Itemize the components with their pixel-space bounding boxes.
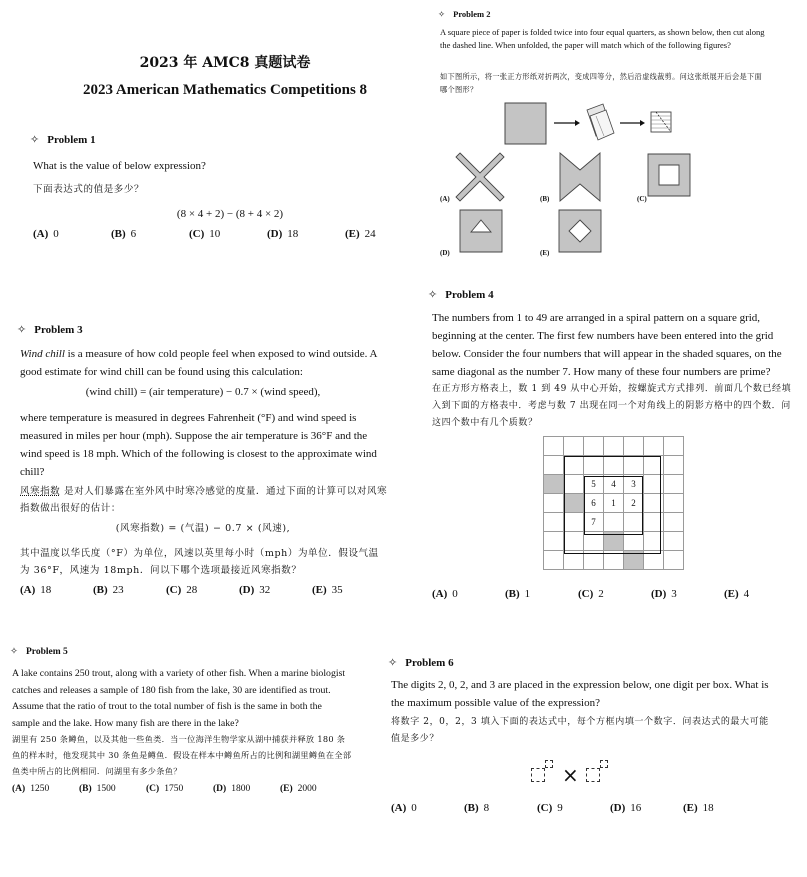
choice-b[interactable]: (B) 1500 [79, 784, 116, 794]
problem-3-text-cn-2: 其中温度以华氏度（°F）为单位，风速以英里每小时（mph）为单位．假设气温为 36°F，风速为 18mph．问以下哪个选项最接近风寒指数？ [20, 548, 379, 576]
problem-2-title: ✧ Problem 2 [438, 9, 491, 20]
choice-d[interactable]: (D) 32 [239, 584, 271, 596]
page-title-en: 2023 American Mathematics Competitions 8 [82, 82, 368, 98]
problem-4-choices [432, 588, 749, 600]
paper-square [505, 103, 546, 144]
diamond-icon: ✧ [10, 646, 18, 657]
problem-6-expression [531, 760, 621, 790]
problem-6-choices [391, 802, 714, 814]
problem-2-figure [430, 98, 700, 263]
option-e-shape [559, 210, 601, 252]
choice-b[interactable]: (B) 1 [505, 588, 531, 600]
grid-cell: 1 [604, 494, 624, 513]
shaded-cell [624, 551, 644, 570]
problem-3-formula: (wind chill) = (air temperature) − 0.7 × (wind speed), [85, 386, 321, 398]
choice-c[interactable]: (C) 1750 [146, 784, 184, 794]
exponent-box[interactable] [545, 760, 553, 768]
problem-3-text-2: where temperature is measured in degrees Fahrenheit (°F) and wind speed is measured in miles per hour (mph). Suppose the air temperature is 36°F and the wind speed is 18 mph. Which of the following is closest to the approximate wind chill? [20, 412, 377, 478]
option-c-shape [648, 154, 690, 196]
problem-5-text: A lake contains 250 trout, along with a variety of other fish. When a marine biologist catches and releases a sample of 180 fish from the lake, 30 are identified as trout. Assume that the ratio of trout to the total number of fish is the same in both the sample and the lake. How many fish are there in the lake? [12, 668, 346, 729]
problem-1-text-cn: 下面表达式的值是多少？ [33, 184, 145, 195]
problem-4-text-cn: 在正方形方格表上，数 1 到 49 从中心开始，按螺旋式方式排列．前面几个数已经填入到下面的方格表中．考虑与数 7 出现在同一个对角线上的阴影方格中的四个数．问这四个数中有几个质数？ [432, 384, 792, 428]
choice-e[interactable]: (E) 4 [724, 588, 750, 600]
problem-3-choices [20, 584, 343, 596]
shaded-cell [544, 475, 564, 494]
problem-2-text: A square piece of paper is folded twice into four equal quarters, as shown below, then cut along the dashed line. When unfolded, the paper will match which of the following figures? [440, 27, 765, 50]
times-sign: × [562, 763, 579, 787]
digit-box[interactable] [531, 768, 545, 782]
option-d-shape [460, 210, 502, 252]
problem-5-title: ✧ Problem 5 [10, 646, 68, 657]
problem-4-title: ✧ Problem 4 [428, 288, 494, 301]
option-c-label[interactable]: (C) [637, 195, 647, 203]
spiral-grid [543, 436, 684, 570]
folded-quarter-icon [651, 112, 671, 132]
problem-6-title: ✧ Problem 6 [388, 656, 454, 669]
diamond-icon: ✧ [428, 288, 438, 301]
option-b-shape [560, 153, 600, 201]
choice-b[interactable]: (B) 6 [111, 228, 137, 240]
problem-1-formula: (8 × 4 + 2) − (8 + 4 × 2) [176, 208, 284, 220]
shaded-cell [604, 532, 624, 551]
exponent-box[interactable] [600, 760, 608, 768]
choice-d[interactable]: (D) 16 [610, 802, 642, 814]
grid-cell: 7 [584, 513, 604, 532]
choice-a[interactable]: (A) 0 [33, 228, 59, 240]
choice-a[interactable]: (A) 18 [20, 584, 52, 596]
option-a-label[interactable]: (A) [440, 195, 450, 203]
diamond-icon: ✧ [30, 133, 40, 146]
grid-cell: 2 [624, 494, 644, 513]
choice-a[interactable]: (A) 0 [391, 802, 417, 814]
grid-cell: 3 [624, 475, 644, 494]
choice-d[interactable]: (D) 18 [267, 228, 299, 240]
choice-d[interactable]: (D) 1800 [213, 784, 251, 794]
choice-d[interactable]: (D) 3 [651, 588, 677, 600]
choice-e[interactable]: (E) 35 [312, 584, 343, 596]
grid-cell: 5 [584, 475, 604, 494]
problem-5-choices [12, 784, 317, 794]
choice-c[interactable]: (C) 28 [166, 584, 198, 596]
option-a-shape [456, 153, 504, 201]
choice-c[interactable]: (C) 10 [189, 228, 221, 240]
problem-2-text-cn: 如下图所示，将一张正方形纸对折两次，变成四等分，然后沿虚线裁剪。问这张纸展开后会是下面哪个图形？ [440, 72, 762, 94]
diamond-icon: ✧ [17, 323, 27, 336]
problem-3-text-cn-1: 风寒指数 是对人们暴露在室外风中时寒冷感觉的度量．通过下面的计算可以对风寒指数做出很好的估计： [20, 486, 388, 514]
diamond-icon: ✧ [388, 656, 398, 669]
page-title-cn: 2023 年 AMC8 真题试卷 [139, 55, 311, 71]
diamond-icon: ✧ [438, 10, 446, 20]
problem-3-text-1: Wind chill is a measure of how cold people feel when exposed to wind outside. A good estimate for wind chill can be found using this calculation: [20, 348, 377, 378]
digit-box[interactable] [586, 768, 600, 782]
problem-4-text: The numbers from 1 to 49 are arranged in a spiral pattern on a square grid, beginning at the center. The first few numbers have been entered into the grid below. Consider the four numbers that will appear in the shaded squares, on the same diagonal as the number 7. How many of these four numbers are prime? [432, 312, 782, 378]
problem-3-title: ✧ Problem 3 [17, 323, 83, 336]
arrow-head-icon [640, 120, 645, 126]
choice-a[interactable]: (A) 1250 [12, 784, 50, 794]
choice-c[interactable]: (C) 2 [578, 588, 604, 600]
grid-cell: 6 [584, 494, 604, 513]
option-b-label[interactable]: (B) [540, 195, 550, 203]
choice-e[interactable]: (E) 24 [345, 228, 376, 240]
choice-b[interactable]: (B) 8 [464, 802, 490, 814]
choice-a[interactable]: (A) 0 [432, 588, 458, 600]
problem-5-text-cn: 湖里有 250 条鳟鱼，以及其他一些鱼类．当一位海洋生物学家从湖中捕获并释放 180 条鱼的样本时，他发现其中 30 条鱼是鳟鱼．假设在样本中鳟鱼所占的比例和湖里鳟鱼在全部鱼类中所占的比例相同．问湖里有多少条鱼？ [12, 734, 352, 776]
problem-6-text-cn: 将数字 2，0，2，3 填入下面的表达式中，每个方框内填一个数字．问表达式的最大可能值是多少？ [391, 717, 769, 744]
problem-1-title: ✧ Problem 1 [30, 133, 96, 146]
choice-c[interactable]: (C) 9 [537, 802, 563, 814]
problem-6-text: The digits 2, 0, 2, and 3 are placed in the expression below, one digit per box. What is the maximum possible value of the expression? [391, 679, 769, 709]
shaded-cell [564, 494, 584, 513]
choice-e[interactable]: (E) 2000 [280, 784, 317, 794]
option-e-label[interactable]: (E) [540, 249, 550, 257]
arrow-head-icon [575, 120, 580, 126]
problem-3-formula-cn: (风寒指数) = (气温) − 0.7 × (风速), [115, 523, 291, 534]
grid-cell: 4 [604, 475, 624, 494]
choice-e[interactable]: (E) 18 [683, 802, 714, 814]
option-d-label[interactable]: (D) [440, 249, 450, 257]
folding-paper-icon [587, 104, 614, 140]
problem-1-text: What is the value of below expression? [33, 160, 206, 172]
problem-1-choices [33, 228, 376, 240]
choice-b[interactable]: (B) 23 [93, 584, 124, 596]
